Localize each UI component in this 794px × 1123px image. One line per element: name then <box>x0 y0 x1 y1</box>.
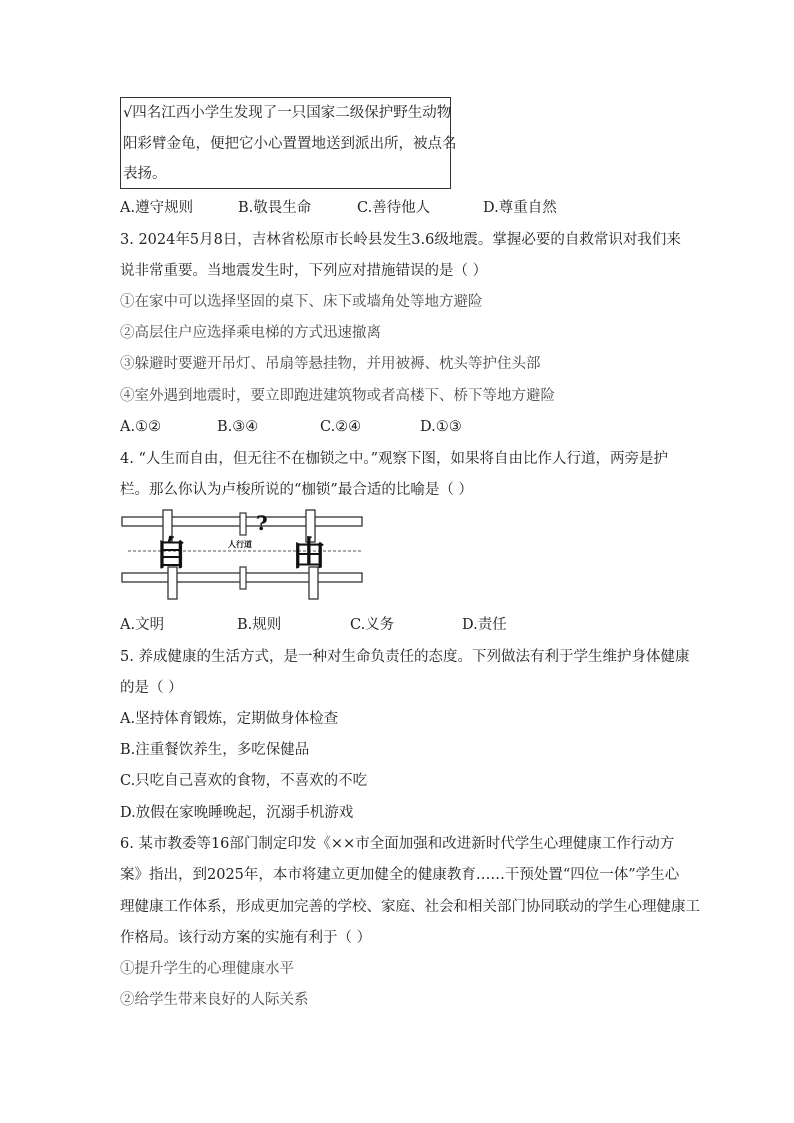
q2-option-b: B.敬畏生命 <box>238 200 312 216</box>
question-mark: ? <box>256 511 268 535</box>
q3-option-d: D.①③ <box>420 419 462 435</box>
q6-item-2: ②给学生带来良好的人际关系 <box>120 992 309 1008</box>
q3-item-1: ①在家中可以选择坚固的桌下、床下或墙角处等地方避险 <box>120 294 483 310</box>
road-label: 人行道 <box>228 539 252 549</box>
q6-stem-line-1: 6. 某市教委等16部门制定印发《××市全面加强和改进新时代学生心理健康工作行动方 <box>120 836 675 852</box>
q3-item-2: ②高层住户应选择乘电梯的方式迅速撤离 <box>120 325 381 341</box>
q3-stem-line-2: 说非常重要。当地震发生时，下列应对措施错误的是（ ） <box>120 263 488 279</box>
q4-option-b: B.规则 <box>237 617 282 633</box>
q5-option-d: D.放假在家晚睡晚起，沉溺手机游戏 <box>120 805 354 821</box>
q5-option-c: C.只吃自己喜欢的食物，不喜欢的不吃 <box>120 773 368 789</box>
material-box <box>120 97 457 189</box>
q5-stem-line-2: 的是（ ） <box>120 680 183 696</box>
material-line-3: 表扬。 <box>123 166 167 182</box>
q2-option-d: D.尊重自然 <box>483 200 557 216</box>
material-line-2: 阳彩臂金龟，便把它小心置置地送到派出所，被点名 <box>123 136 457 152</box>
q4-option-d: D.责任 <box>462 617 507 633</box>
bottom-post-middle <box>240 567 246 589</box>
q3-option-b: B.③④ <box>217 419 259 435</box>
material-line-1: √四名江西小学生发现了一只国家二级保护野生动物 <box>123 105 452 121</box>
q6-stem-line-4: 作格局。该行动方案的实施有利于（ ） <box>120 930 372 946</box>
q5-option-b: B.注重餐饮养生，多吃保健品 <box>120 742 310 758</box>
q3-option-c: C.②④ <box>320 419 362 435</box>
guardrail-figure <box>118 505 368 605</box>
char-right: 由 <box>292 534 326 574</box>
top-post-middle <box>240 513 246 535</box>
q3-stem-line-1: 3. 2024年5月8日，吉林省松原市长岭县发生3.6级地震。掌握必要的自救常识对我们来 <box>120 232 681 248</box>
q3-item-4: ④室外遇到地震时，要立即跑进建筑物或者高楼下、桥下等地方避险 <box>120 388 555 404</box>
q5-stem-line-1: 5. 养成健康的生活方式，是一种对生命负责任的态度。下列做法有利于学生维护身体健康 <box>120 649 690 665</box>
q4-stem-line-2: 栏。那么你认为卢梭所说的“枷锁”最合适的比喻是（ ） <box>120 482 473 498</box>
q3-option-a: A.①② <box>120 419 162 435</box>
char-left: 自 <box>154 534 188 574</box>
q2-option-a: A.遵守规则 <box>120 200 194 216</box>
q4-option-a: A.文明 <box>120 617 165 633</box>
q4-option-c: C.义务 <box>350 617 395 633</box>
q5-option-a: A.坚持体育锻炼，定期做身体检查 <box>120 711 339 727</box>
q6-item-1: ①提升学生的心理健康水平 <box>120 961 294 977</box>
q4-stem-line-1: 4. “人生而自由，但无往不在枷锁之中。”观察下图，如果将自由比作人行道，两旁是护 <box>120 451 669 467</box>
q3-item-3: ③躲避时要避开吊灯、吊扇等悬挂物，并用被褥、枕头等护住头部 <box>120 356 541 372</box>
q6-stem-line-2: 案》指出，到2025年，本市将建立更加健全的健康教育……干预处置“四位一体”学生心 <box>120 867 680 883</box>
q6-stem-line-3: 理健康工作体系，形成更加完善的学校、家庭、社会和相关部门协同联动的学生心理健康工 <box>120 899 700 915</box>
q2-option-c: C.善待他人 <box>357 200 431 216</box>
